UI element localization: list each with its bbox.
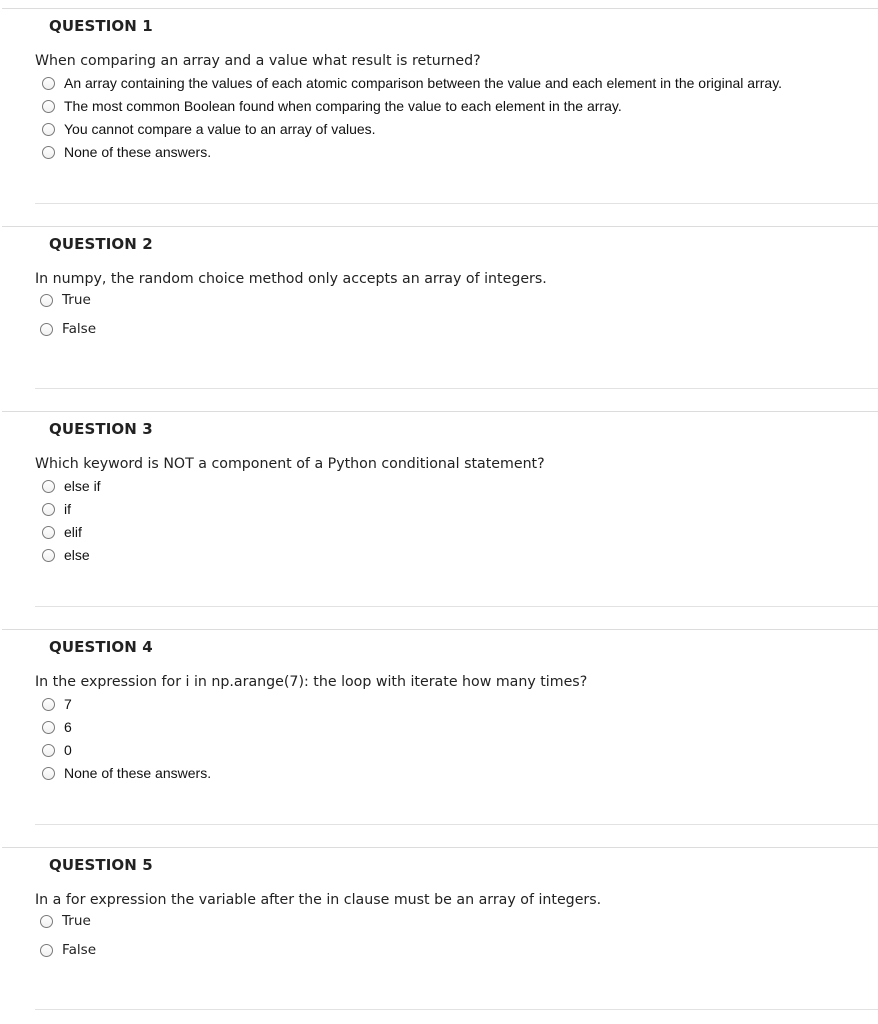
question-title: QUESTION 1 <box>49 17 153 35</box>
answer-option[interactable] <box>42 476 101 496</box>
option-label: 6 <box>64 719 72 735</box>
answer-option[interactable] <box>42 119 376 139</box>
question-prompt: Which keyword is NOT a component of a Python conditional statement? <box>35 456 545 472</box>
option-label: False <box>62 321 97 337</box>
option-label: True <box>62 913 91 929</box>
answer-option[interactable] <box>42 96 622 116</box>
divider <box>2 411 878 412</box>
radio-button[interactable] <box>42 77 55 90</box>
answer-option[interactable] <box>42 545 90 565</box>
divider <box>35 824 878 825</box>
answer-option[interactable] <box>42 717 72 737</box>
answer-option[interactable] <box>42 740 72 760</box>
question-prompt: When comparing an array and a value what result is returned? <box>35 53 481 69</box>
question-4 <box>0 629 878 825</box>
answer-option[interactable] <box>42 499 71 519</box>
radio-button[interactable] <box>42 100 55 113</box>
question-title: QUESTION 2 <box>49 235 153 253</box>
answer-option[interactable] <box>42 73 782 93</box>
divider <box>2 8 878 9</box>
radio-button[interactable] <box>42 767 55 780</box>
question-3 <box>0 411 878 607</box>
question-title: QUESTION 5 <box>49 856 153 874</box>
question-5 <box>0 847 878 1010</box>
option-label: None of these answers. <box>64 144 212 160</box>
option-label: The most common Boolean found when comparing the value to each element in the array. <box>64 98 622 114</box>
answer-option[interactable] <box>42 694 72 714</box>
radio-button[interactable] <box>42 721 55 734</box>
option-label: You cannot compare a value to an array of values. <box>64 121 376 137</box>
option-label: True <box>62 292 91 308</box>
radio-button[interactable] <box>42 744 55 757</box>
divider <box>2 226 878 227</box>
radio-button[interactable] <box>42 146 55 159</box>
divider <box>35 1009 878 1010</box>
answer-option[interactable] <box>40 290 91 310</box>
radio-button[interactable] <box>40 915 53 928</box>
question-prompt: In a for expression the variable after the in clause must be an array of integers. <box>35 892 602 908</box>
answer-option[interactable] <box>42 142 211 162</box>
question-prompt: In the expression for i in np.arange(7): the loop with iterate how many times? <box>35 674 588 690</box>
radio-button[interactable] <box>40 944 53 957</box>
divider <box>35 203 878 204</box>
question-2 <box>0 226 878 389</box>
radio-button[interactable] <box>42 503 55 516</box>
divider <box>35 388 878 389</box>
option-label: else if <box>64 478 101 494</box>
radio-button[interactable] <box>40 294 53 307</box>
radio-button[interactable] <box>40 323 53 336</box>
answer-option[interactable] <box>40 911 91 931</box>
question-prompt: In numpy, the random choice method only accepts an array of integers. <box>35 271 547 287</box>
question-title: QUESTION 4 <box>49 638 153 656</box>
option-label: elif <box>64 524 82 540</box>
option-label: 7 <box>64 696 72 712</box>
divider <box>2 629 878 630</box>
question-title: QUESTION 3 <box>49 420 153 438</box>
divider <box>2 847 878 848</box>
option-label: None of these answers. <box>64 765 212 781</box>
answer-option[interactable] <box>42 763 211 783</box>
radio-button[interactable] <box>42 698 55 711</box>
option-label: if <box>64 501 71 517</box>
radio-button[interactable] <box>42 526 55 539</box>
radio-button[interactable] <box>42 123 55 136</box>
radio-button[interactable] <box>42 480 55 493</box>
answer-option[interactable] <box>40 940 96 960</box>
option-label: 0 <box>64 742 72 758</box>
option-label: False <box>62 942 97 958</box>
question-1 <box>0 8 878 204</box>
option-label: else <box>64 547 90 563</box>
radio-button[interactable] <box>42 549 55 562</box>
divider <box>35 606 878 607</box>
answer-option[interactable] <box>40 319 96 339</box>
option-label: An array containing the values of each atomic comparison between the value and each element in the original array. <box>64 75 783 91</box>
answer-option[interactable] <box>42 522 82 542</box>
